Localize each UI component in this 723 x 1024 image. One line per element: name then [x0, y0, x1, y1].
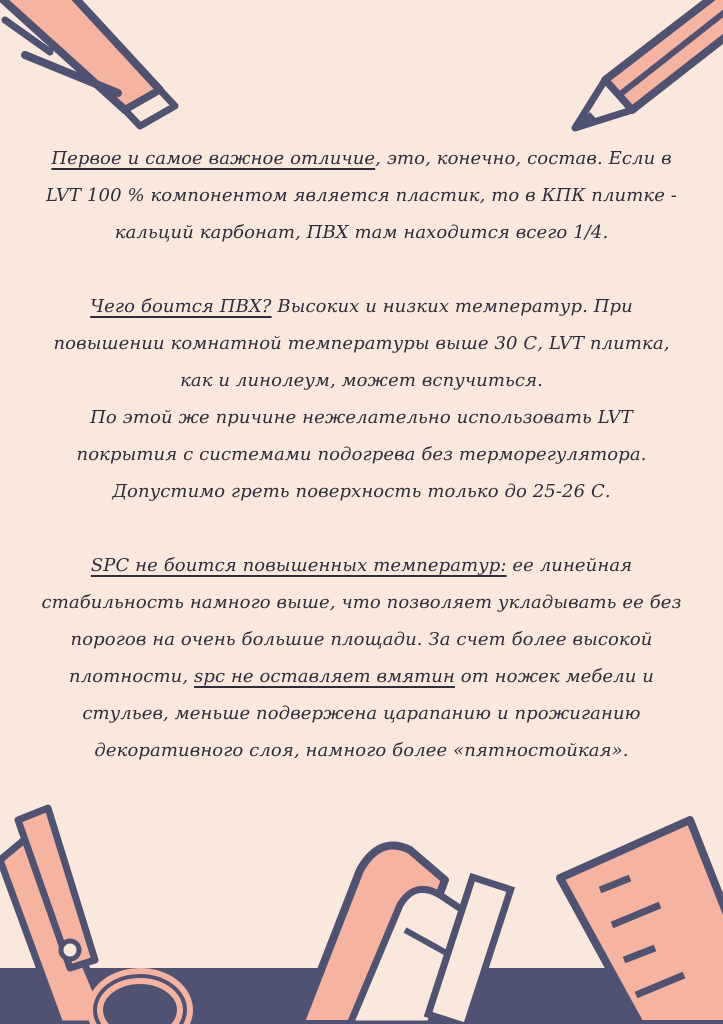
- bottom-band: [0, 968, 723, 1024]
- paragraph-text: , это, конечно, состав. Если в LVT 100 % компонентом является пластик, то в КПК плитке - кальций карбонат, ПВХ там находится всего 1/4.: [46, 148, 677, 243]
- document-body: [40, 140, 683, 769]
- paragraph-spc: [40, 547, 683, 769]
- paragraph-composition: [40, 140, 683, 251]
- scissors-icon: [0, 808, 185, 1024]
- stapler-icon: [300, 846, 511, 1024]
- paragraph-heating: [40, 399, 683, 510]
- ruler-icon: [560, 820, 723, 1024]
- pen-icon: [0, 0, 175, 126]
- paragraph-text: Высоких и низких температур. При повышении комнатной температуры выше 30 С, LVT плитка, как и линолеум, может вспучиться.: [53, 296, 670, 391]
- paragraph-pvc-fear: [40, 288, 683, 399]
- underlined-lead: SPC не боится повышенных температур:: [90, 555, 507, 576]
- pencil-icon: [575, 0, 723, 128]
- underlined-lead: Первое и самое важное отличие: [51, 148, 376, 169]
- paragraph-text: ее линейная стабильность намного выше, что позволяет укладывать ее без порогов на очень большие площади. За счет более высокой плотности,: [41, 555, 682, 687]
- underlined-phrase: spc не оставляет вмятин: [193, 666, 455, 687]
- underlined-lead: Чего боится ПВХ?: [90, 296, 272, 317]
- paragraph-text: По этой же причине нежелательно использовать LVT покрытия с системами подогрева без терморегулятора. Допустимо греть поверхность только до 25-26 С.: [76, 407, 647, 502]
- paragraph-text: от ножек мебели и стульев, меньше подвержена царапанию и прожиганию декоративного слоя, намного более «пятностойкая».: [82, 666, 654, 761]
- paragraph-gap: [40, 510, 683, 547]
- paragraph-gap: [40, 251, 683, 288]
